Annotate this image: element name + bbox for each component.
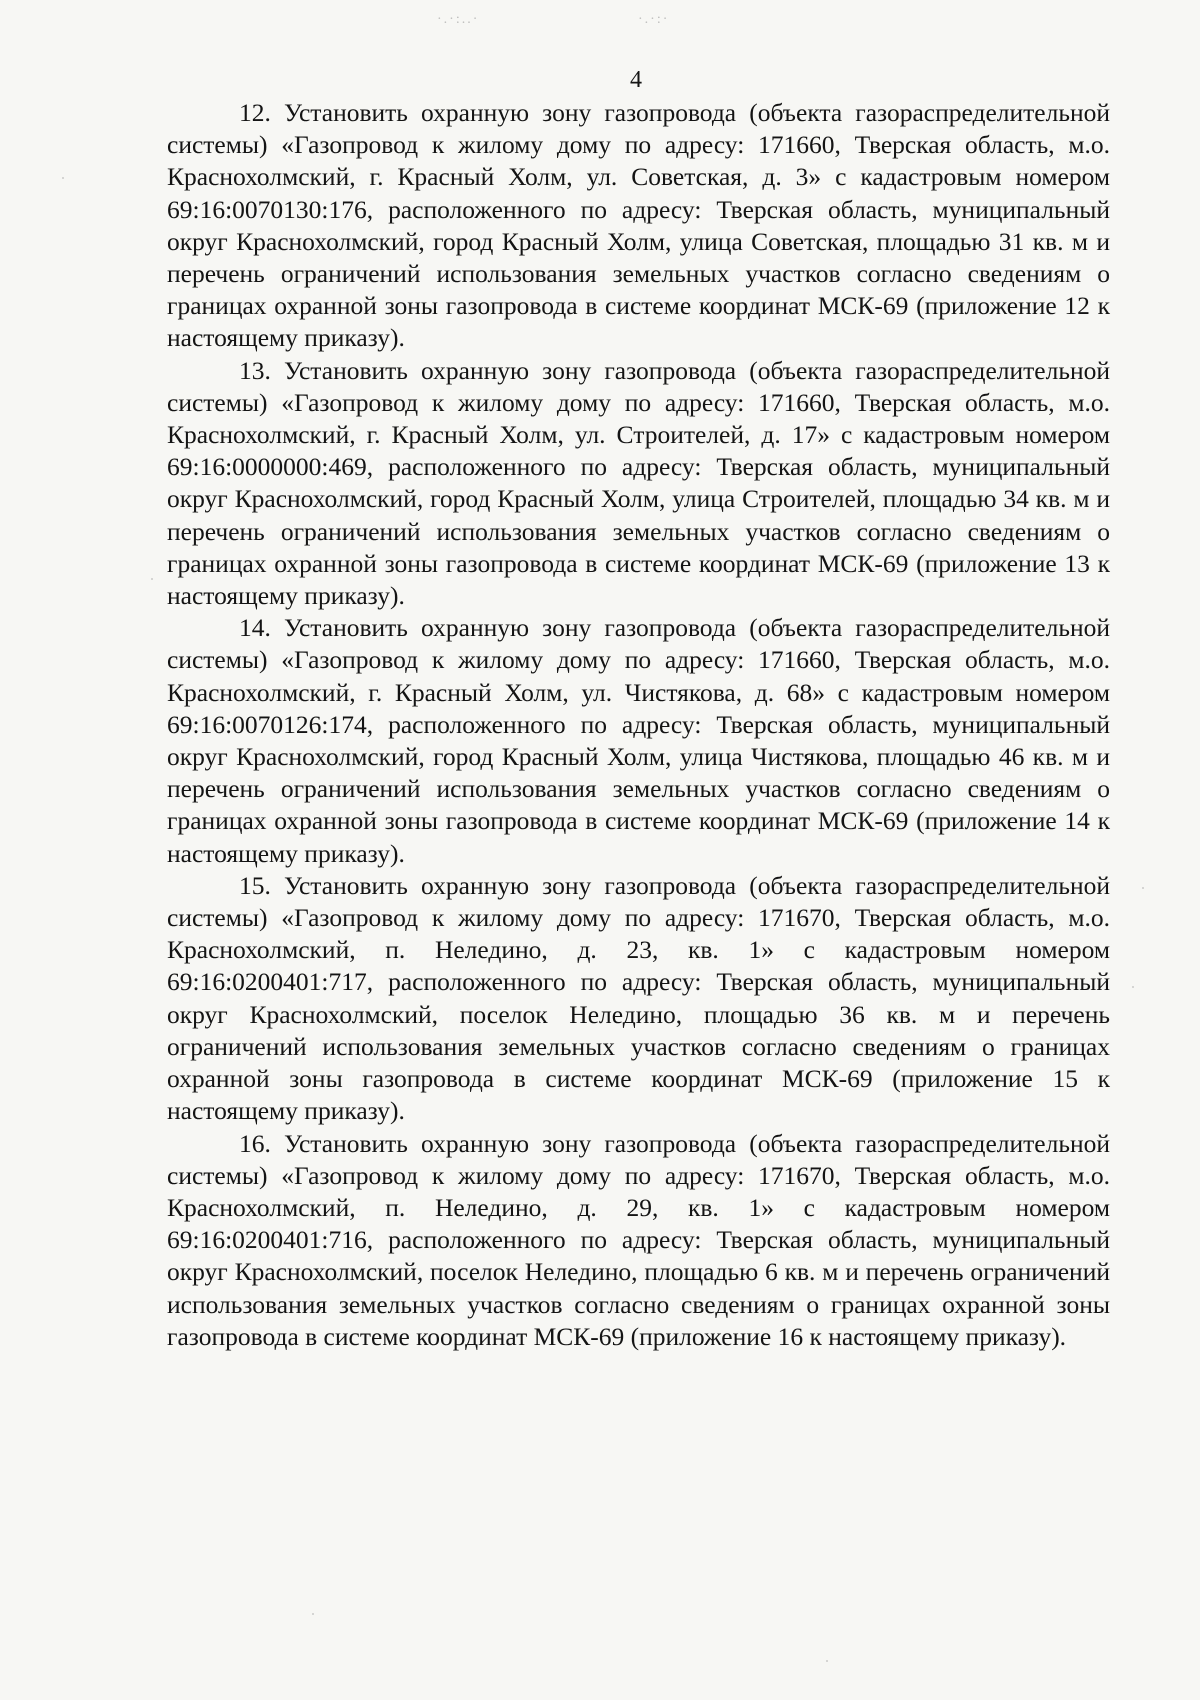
scan-dust	[151, 578, 153, 580]
clause-number: 15.	[239, 870, 271, 900]
clause-text: Установить охранную зону газопровода (объекта газораспределительной системы) «Газопровод к жилому дому по адресу: 171660, Тверская область, м.о. Краснохолмский, г. Красный Холм, ул. Советская, д. 3» с кадастровым номером 69:16:0070130:176, расположенного по адресу: Тверская область, муниципальный округ Краснохолмский, город Красный Холм, улица Советская, площадью 31 кв. м и перечень ограничений использования земельных участков согласно сведениям о границах охранной зоны газопровода в системе координат МСК-69 (приложение 12 к настоящему приказу).	[167, 98, 1110, 353]
clause-text: Установить охранную зону газопровода (объекта газораспределительной системы) «Газопровод к жилому дому по адресу: 171670, Тверская область, м.о. Краснохолмский, п. Неледино, д. 29, кв. 1» с кадастровым номером 69:16:0200401:716, расположенного по адресу: Тверская область, муниципальный округ Краснохолмский, поселок Неледино, площадью 6 кв. м и перечень ограничений использования земельных участков согласно сведениям о границах охранной зоны газопровода в системе координат МСК-69 (приложение 16 к настоящему приказу).	[167, 1128, 1110, 1351]
scan-dust	[1132, 986, 1134, 988]
clause-number: 16.	[239, 1128, 271, 1158]
document-body	[167, 97, 1110, 1353]
clause-12	[167, 97, 1110, 355]
scan-noise-mark: ·.·:·	[638, 12, 670, 27]
clause-14	[167, 612, 1110, 870]
clause-text: Установить охранную зону газопровода (объекта газораспределительной системы) «Газопровод к жилому дому по адресу: 171670, Тверская область, м.о. Краснохолмский, п. Неледино, д. 23, кв. 1» с кадастровым номером 69:16:0200401:717, расположенного по адресу: Тверская область, муниципальный округ Краснохолмский, поселок Неледино, площадью 36 кв. м и перечень ограничений использования земельных участков согласно сведениям о границах охранной зоны газопровода в системе координат МСК-69 (приложение 15 к настоящему приказу).	[167, 870, 1110, 1126]
clause-text: Установить охранную зону газопровода (объекта газораспределительной системы) «Газопровод к жилому дому по адресу: 171660, Тверская область, м.о. Краснохолмский, г. Красный Холм, ул. Чистякова, д. 68» с кадастровым номером 69:16:0070126:174, расположенного по адресу: Тверская область, муниципальный округ Краснохолмский, город Красный Холм, улица Чистякова, площадью 46 кв. м и перечень ограничений использования земельных участков согласно сведениям о границах охранной зоны газопровода в системе координат МСК-69 (приложение 14 к настоящему приказу).	[167, 613, 1110, 868]
scan-dust	[1142, 887, 1144, 889]
page-number: 4	[630, 67, 642, 93]
clause-number: 12.	[239, 98, 271, 127]
clause-text: Установить охранную зону газопровода (объекта газораспределительной системы) «Газопровод к жилому дому по адресу: 171660, Тверская область, м.о. Краснохолмский, г. Красный Холм, ул. Строителей, д. 17» с кадастровым номером 69:16:0000000:469, расположенного по адресу: Тверская область, муниципальный округ Краснохолмский, город Красный Холм, улица Строителей, площадью 34 кв. м и перечень ограничений использования земельных участков согласно сведениям о границах охранной зоны газопровода в системе координат МСК-69 (приложение 13 к настоящему приказу).	[167, 355, 1110, 611]
clause-13	[167, 355, 1110, 613]
clause-number: 13.	[239, 355, 271, 385]
scan-dust	[826, 1660, 828, 1662]
scan-noise-mark: ·.·:..·	[437, 12, 480, 27]
clause-15	[167, 870, 1110, 1128]
clause-number: 14.	[239, 613, 271, 643]
scan-dust	[62, 177, 64, 179]
clause-16	[167, 1128, 1110, 1353]
scan-dust	[312, 1613, 314, 1615]
